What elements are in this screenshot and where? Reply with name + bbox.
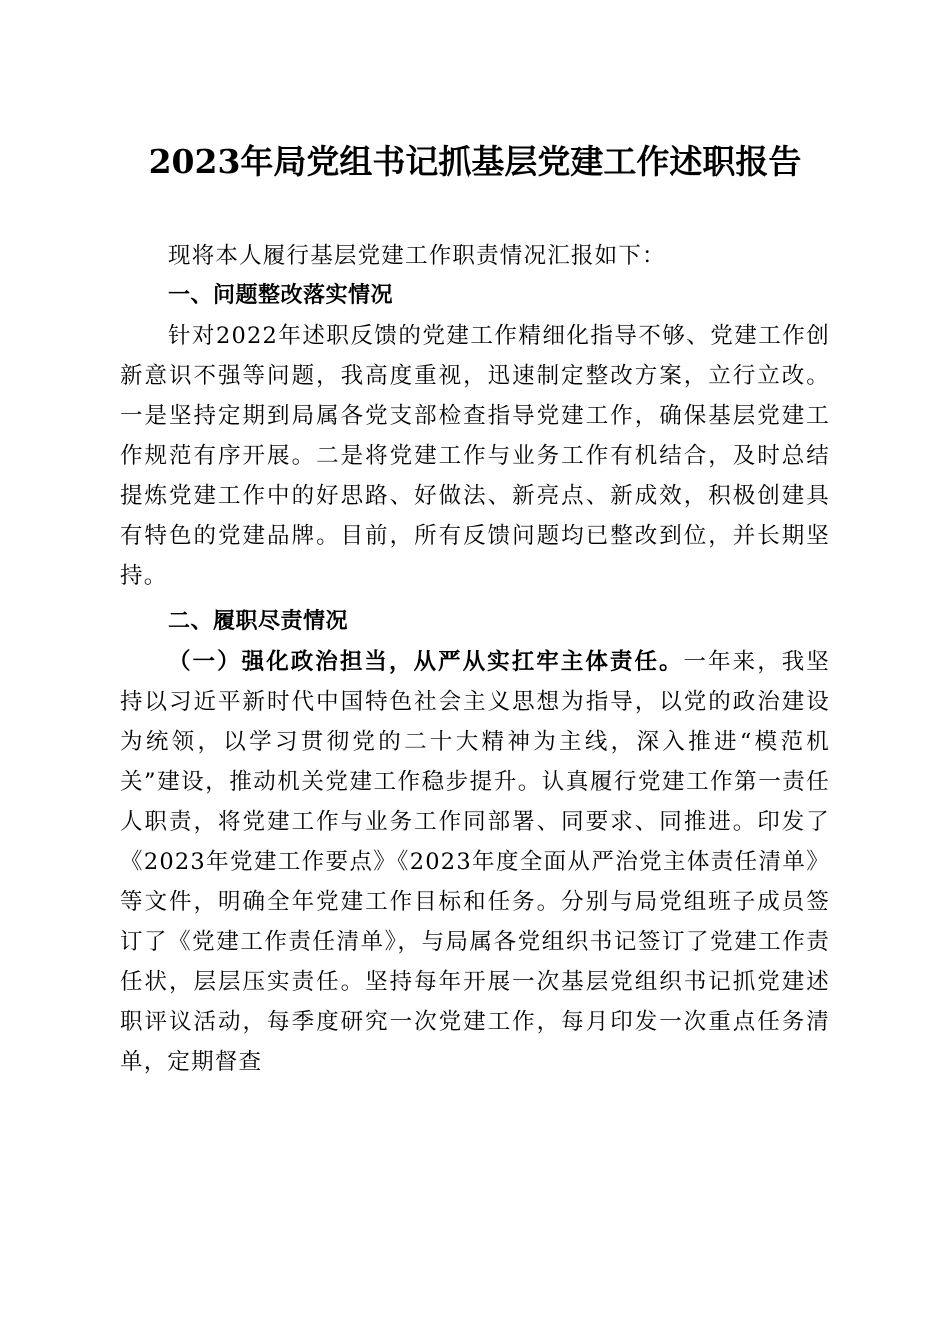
section-1-paragraph: 针对2022年述职反馈的党建工作精细化指导不够、党建工作创新意识不强等问题，我高度重视，迅速制定整改方案，立行立改。一是坚持定期到局属各党支部检查指导党建工作，确保基层党建工作规范有序开展。二是将党建工作与业务工作有机结合，及时总结提炼党建工作中的好思路、好做法、新亮点、新成效，积极创建具有特色的党建品牌。目前，所有反馈问题均已整改到位，并长期坚持。 bbox=[120, 323, 830, 589]
intro-paragraph: 现将本人履行基层党建工作职责情况汇报如下： bbox=[168, 243, 666, 269]
section-1-heading: 一、问题整改落实情况 bbox=[168, 283, 394, 308]
subsection-1-lead: （一）强化政治担当，从严从实扛牢主体责任。 bbox=[168, 649, 684, 675]
section-2-paragraph bbox=[120, 642, 830, 1082]
document-title: 2023年局党组书记抓基层党建工作述职报告 bbox=[148, 142, 802, 181]
section-2-heading: 二、履职尽责情况 bbox=[168, 609, 349, 634]
subsection-1-text: 一年来，我坚持以习近平新时代中国特色社会主义思想为指导，以党的政治建设为统领，以学习贯彻党的二十大精神为主线，深入推进“模范机关”建设，推动机关党建工作稳步提升。认真履行党建工作第一责任人职责，将党建工作与业务工作同部署、同要求、同推进。印发了《2023年党建工作要点》《2023年度全面从严治党主体责任清单》等文件，明确全年党建工作目标和任务。分别与局党组班子成员签订了《党建工作责任清单》，与局属各党组织书记签订了党建工作责任状，层层压实责任。坚持每年开展一次基层党组织书记抓党建述职评议活动，每季度研究一次党建工作，每月印发一次重点任务清单，定期督查 bbox=[120, 649, 830, 1075]
document-body bbox=[120, 236, 830, 1082]
